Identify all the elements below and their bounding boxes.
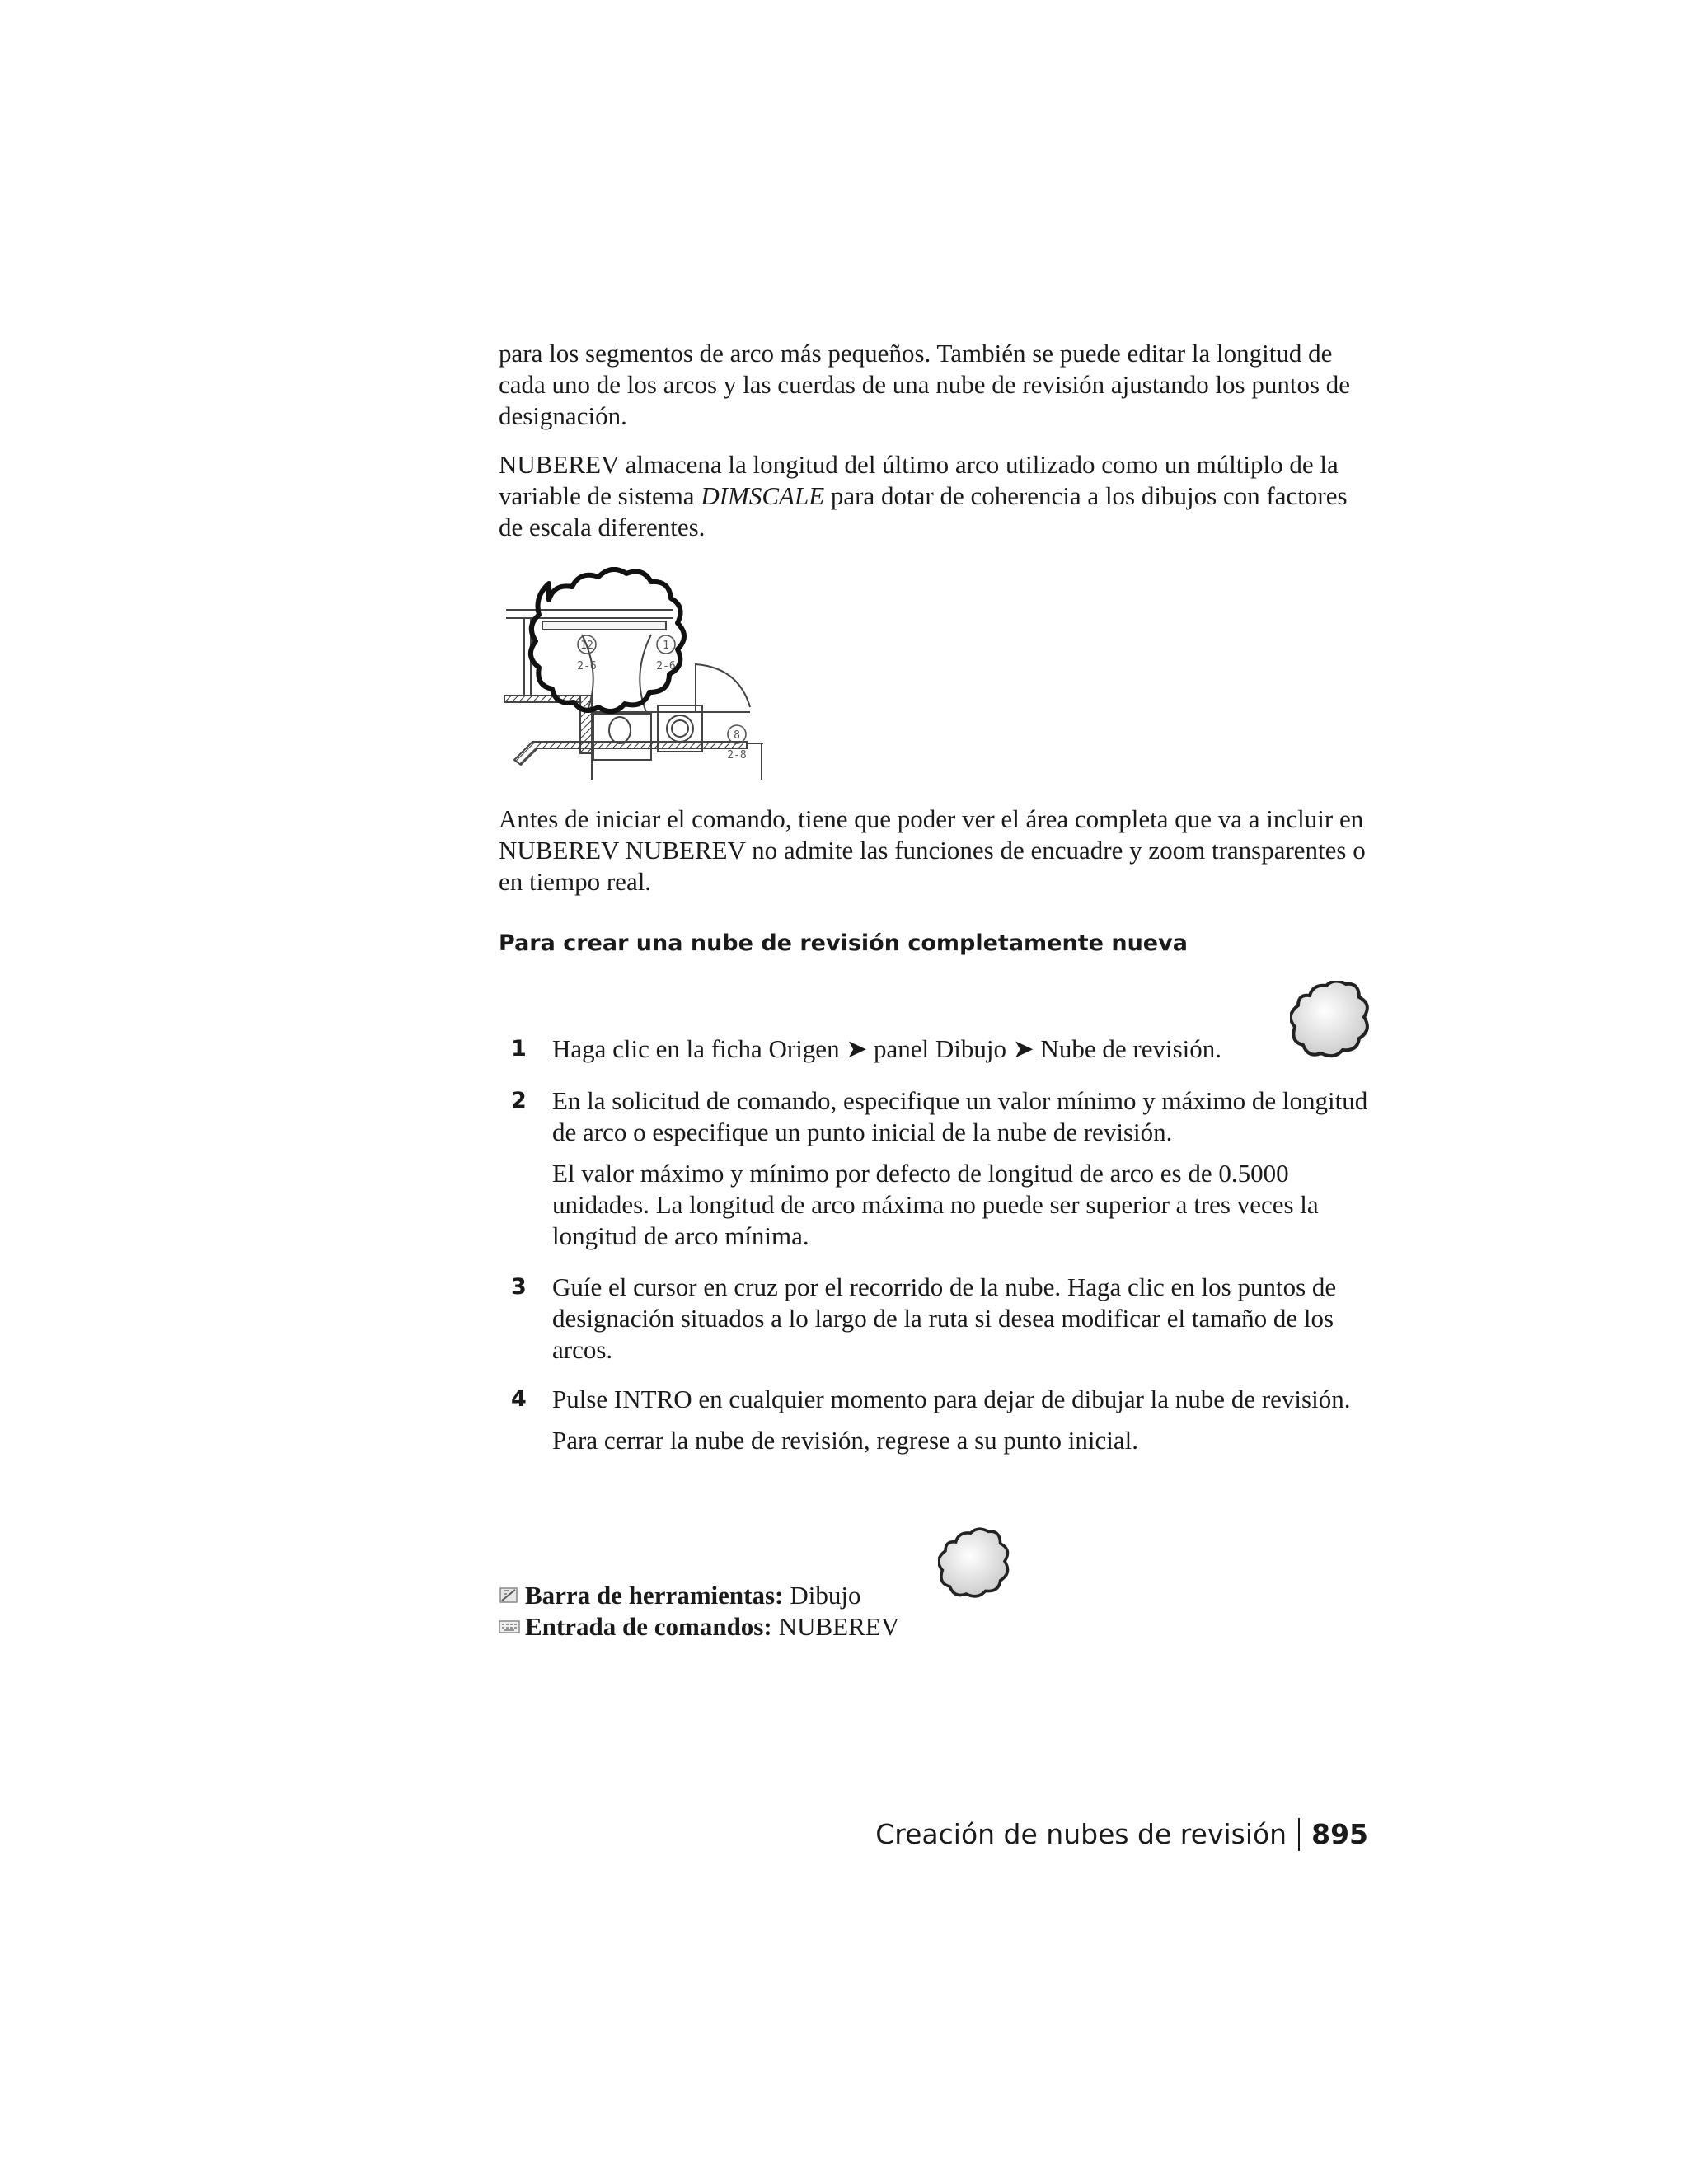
floor-plan [504,610,763,780]
marker-sheet-2-6-left: 2-6 [577,660,597,673]
marker-label-12: 12 [580,640,593,652]
dimscale-variable: DIMSCALE [701,481,825,510]
revision-cloud-illustration [499,567,801,780]
marker-label-1: 1 [663,640,669,652]
revision-cloud-icon[interactable] [938,1526,1012,1602]
step-4 [511,1384,1376,1456]
command-access-label: Entrada de comandos: [525,1612,772,1641]
page-footer [875,1818,1368,1851]
toolbar-access-label: Barra de herramientas: [525,1581,784,1610]
step-text: En la solicitud de comando, especifique un valor mínimo y máximo de longitud de arco o especifique un punto inicial de la nube de revisión. [552,1086,1368,1146]
step-text: Guíe el cursor en cruz por el recorrido de la nube. Haga clic en los puntos de designación situados a lo largo de la ruta si desea modificar el tamaño de los arcos. [552,1272,1337,1364]
page-number: 895 [1311,1818,1368,1850]
command-access [499,1611,899,1643]
step-number: 2 [511,1088,527,1113]
step-text: Pulse INTRO en cualquier momento para dejar de dibujar la nube de revisión. [552,1385,1351,1413]
step-3 [511,1272,1376,1366]
keyboard-icon [499,1617,520,1637]
step-text: Haga clic en la ficha Origen ➤ panel Dibujo ➤ Nube de revisión. [552,1034,1222,1063]
paragraph-dimscale [499,449,1372,543]
paragraph-dimscale-start: NUBEREV almacena la longitud del último arco utilizado como un múltiplo de la variable de sistema [499,450,1339,510]
step-note: El valor máximo y mínimo por defecto de longitud de arco es de 0.5000 unidades. La longitud de arco máxima no puede ser superior a tres veces la longitud de arco mínima. [552,1159,1319,1250]
marker-label-8: 8 [734,729,740,742]
toolbar-icon [499,1586,520,1605]
toolbar-access-value: Dibujo [790,1581,861,1610]
step-number: 1 [511,1036,527,1062]
step-note: Para cerrar la nube de revisión, regrese a su punto inicial. [552,1426,1138,1455]
footer-divider [1298,1818,1300,1851]
paragraph-before-start: Antes de iniciar el comando, tiene que poder ver el área completa que va a incluir en NUBEREV NUBEREV no admite las funciones de encuadre y zoom transparentes o en tiempo real. [499,804,1366,896]
marker-sheet-2-8: 2-8 [727,749,747,762]
step-number: 4 [511,1386,527,1412]
procedure-heading: Para crear una nube de revisión completamente nueva [499,930,1188,956]
command-access-value: NUBEREV [778,1612,900,1641]
step-2 [511,1085,1376,1252]
paragraph-arc-editing: para los segmentos de arco más pequeños. También se puede editar la longitud de cada uno de los arcos y las cuerdas de una nube de revisión ajustando los puntos de designación. [499,339,1351,430]
marker-sheet-2-6-right: 2-6 [656,660,676,673]
revision-cloud-outline [531,569,684,711]
step-number: 3 [511,1274,527,1300]
toolbar-access [499,1580,861,1611]
paragraph-dimscale-end: para dotar de coherencia a los dibujos con factores de escala diferentes. [499,481,1348,541]
step-1 [511,1033,1376,1065]
footer-section-title: Creación de nubes de revisión [875,1818,1287,1850]
